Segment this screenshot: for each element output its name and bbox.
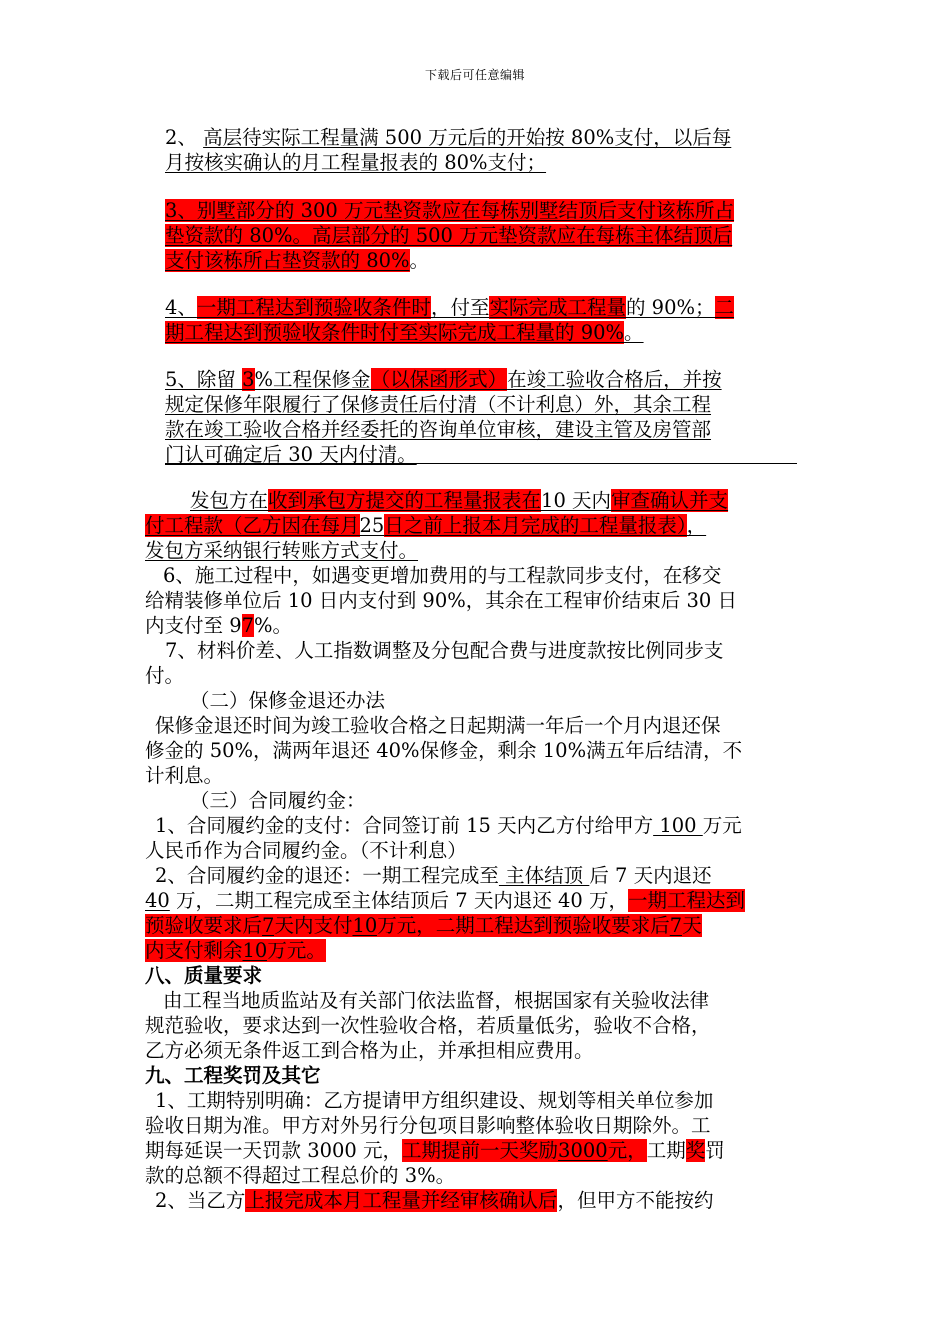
clause-2-high-rise: 2、 高层待实际工程量满 500 万元后的开始按 80%支付，以后每 月按核实确认的月工程量报表的 80%支付； [165,126,732,174]
clause-5-warranty: 5、除留 3%工程保修金（以保函形式）在竣工验收合格后，并按 规定保修年限履行了保修责任后付清（不计利息）外，其余工程 款在竣工验收合格并经委托的咨询单位审核，建设主管及房管部 门认可确定后 30 天内付清。 [165,368,722,466]
clause-6-changes: 6、施工过程中，如遇变更增加费用的与工程款同步支付，在移交 [163,564,722,587]
underline-rule [165,463,797,464]
clause-7-materials: 7、材料价差、人工指数调整及分包配合费与进度款按比例同步支 [165,639,724,662]
clause-bond-payment: 1、合同履约金的支付：合同签订前 15 天内乙方付给甲方 100 万元 [155,814,742,837]
clause-employer-payment-cont: 付工程款（乙方因在每月25日之前上报本月完成的工程量报表）， 发包方采纳银行转账方式支付。 [145,514,707,562]
page-header: 下载后可任意编辑 [424,68,525,82]
clause-quality: 由工程当地质监站及有关部门依法监督，根据国家有关验收法律 [163,989,710,1012]
clause-3-villa: 3、别墅部分的 300 万元垫资款应在每栋别墅结顶后支付该栋所占 垫资款的 80%。高层部分的 500 万元垫资款应在每栋主体结顶后 支付该栋所占垫资款的 80%。 [165,199,735,272]
clause-6-changes-cont: 给精装修单位后 10 日内支付到 90%，其余在工程审价结束后 30 日 内支付至 97%。 [145,589,737,637]
clause-schedule: 1、工期特别明确：乙方提请甲方组织建设、规划等相关单位参加 [155,1089,714,1112]
clause-monthly-report: 2、当乙方上报完成本月工程量并经审核确认后，但甲方不能按约 [155,1189,714,1212]
heading-quality: 八、质量要求 [145,964,263,987]
clause-employer-payment: 发包方在收到承包方提交的工程量报表在10 天内审查确认并支 [190,489,729,512]
clause-schedule-cont: 验收日期为准。甲方对外另行分包项目影响整体验收日期除外。工 期每延误一天罚款 3000 元，工期提前一天奖励3000元，工期奖罚 款的总额不得超过工程总价的 3%。 [145,1114,725,1187]
clause-bond-refund: 2、合同履约金的退还：一期工程完成至 主体结顶 后 7 天内退还 [155,864,712,887]
clause-7-materials-cont: 付。 [145,664,185,687]
subheading-warranty-refund: （二）保修金退还办法 [190,689,386,712]
clause-warranty-refund-cont: 修金的 50%，满两年退还 40%保修金，剩余 10%满五年后结清，不 计利息。 [145,739,743,787]
subheading-performance-bond: （三）合同履约金： [190,789,366,812]
clause-bond-refund-cont: 40 万，二期工程完成至主体结顶后 7 天内退还 40 万，一期工程达到 预验收要求后7天内支付10万元，二期工程达到预验收要求后7天 内支付剩余10万元。 [145,889,746,962]
clause-4-acceptance: 4、一期工程达到预验收条件时，付至实际完成工程量的 90%；二 期工程达到预验收条件时付至实际完成工程量的 90%。 [165,296,735,344]
heading-rewards-penalties: 九、工程奖罚及其它 [145,1064,321,1087]
clause-quality-cont: 规范验收，要求达到一次性验收合格，若质量低劣，验收不合格， 乙方必须无条件返工到合格为止，并承担相应费用。 [145,1014,711,1062]
clause-warranty-refund: 保修金退还时间为竣工验收合格之日起期满一年后一个月内退还保 [155,714,721,737]
clause-bond-payment-cont: 人民币作为合同履约金。（不计利息） [145,839,467,862]
